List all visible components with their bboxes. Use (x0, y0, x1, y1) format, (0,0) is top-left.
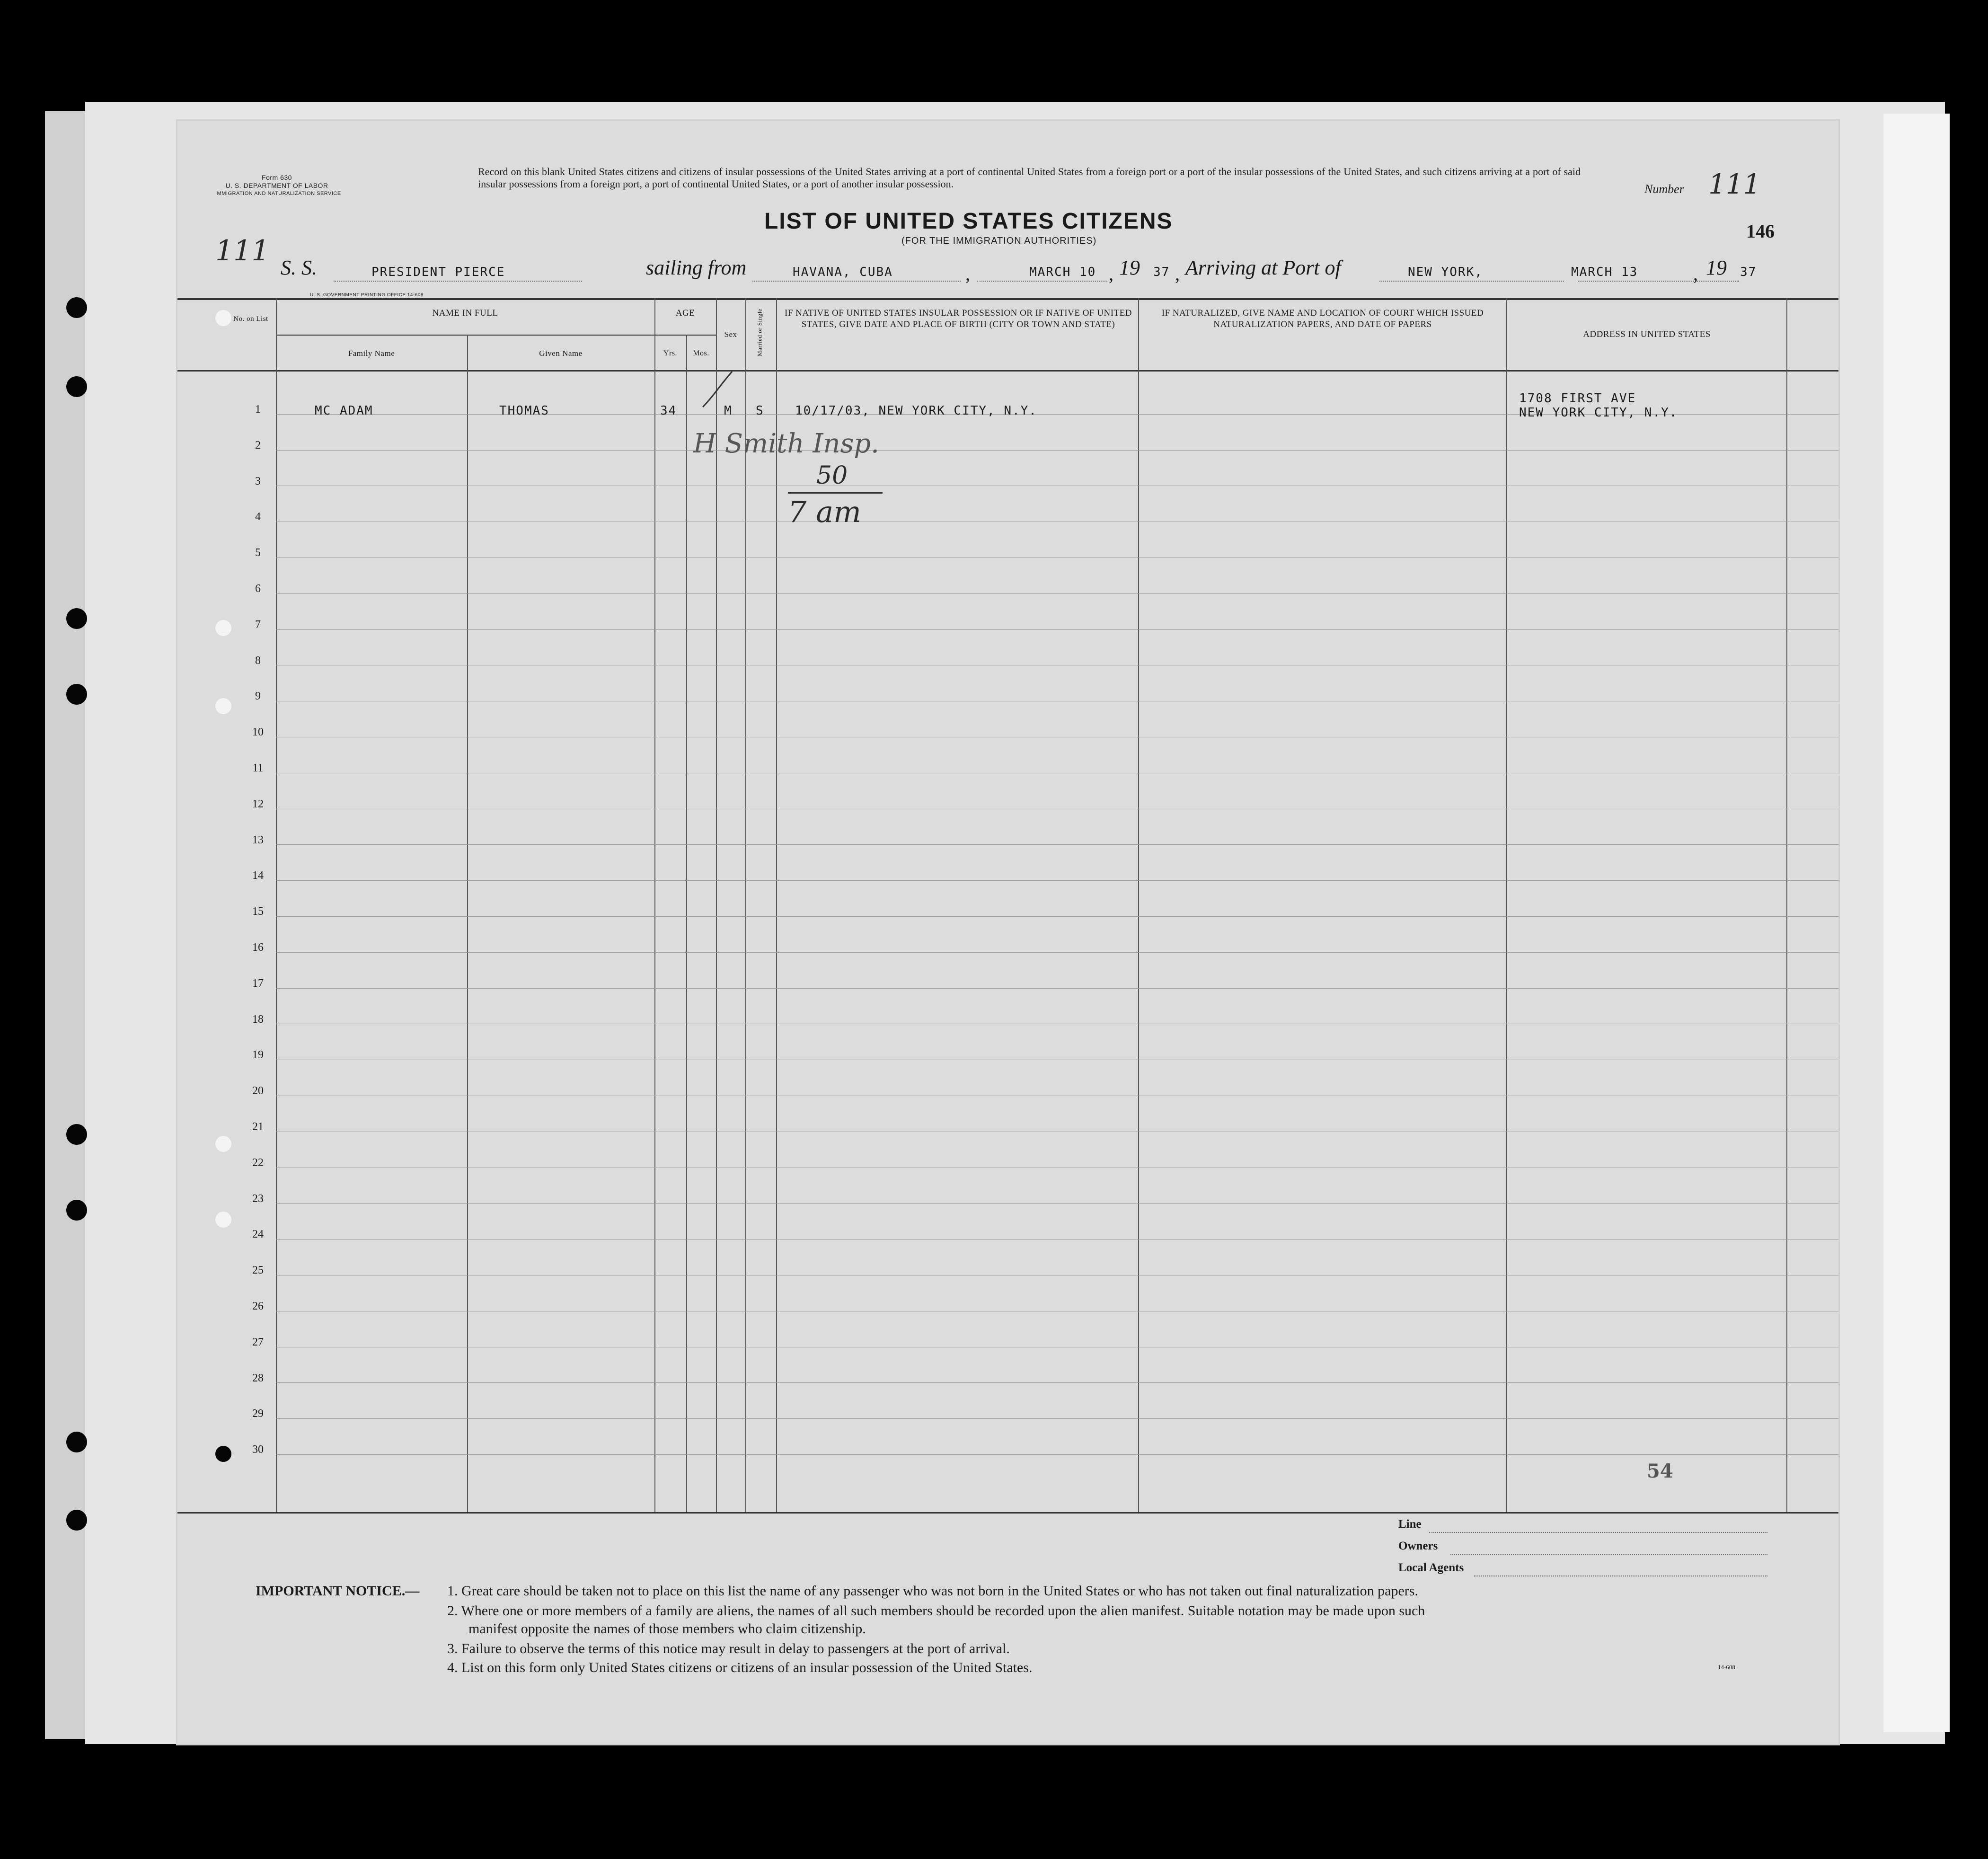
row-number: 9 (255, 690, 261, 703)
form-identifier (215, 174, 341, 198)
row-rule (276, 450, 1838, 451)
printing-note: U. S. GOVERNMENT PRINTING OFFICE 14-608 (310, 292, 424, 298)
notice-3: 3. Failure to observe the terms of this notice may result in delay to passengers at the port of arrival. (447, 1641, 1010, 1656)
row-number: 12 (252, 797, 264, 810)
from-port: HAVANA, CUBA (793, 265, 893, 279)
number-label: Number (1644, 182, 1684, 196)
row-number: 14 (252, 869, 264, 882)
row-rule (276, 916, 1838, 917)
notice-1: 1. Great care should be taken not to place on this list the name of any passenger who was not born in the United States or who has not taken out final naturalization papers. (447, 1583, 1418, 1599)
ship-name: PRESIDENT PIERCE (371, 265, 505, 279)
col-mos: Mos. (693, 349, 709, 357)
notice-2-cont: manifest opposite the names of those members who claim citizenship. (468, 1621, 866, 1637)
passenger-marital: S (756, 404, 764, 418)
local-agents-label: Local Agents (1398, 1561, 1464, 1574)
row-number: 21 (252, 1121, 264, 1133)
number-value: 111 (1708, 168, 1761, 200)
row-number: 22 (252, 1156, 264, 1169)
row-rule (276, 844, 1838, 845)
punch-hole (66, 1510, 87, 1531)
depart-year-prefix: 19 (1119, 256, 1140, 279)
inspector-signature: H Smith Insp. (693, 428, 879, 459)
arrival-port: NEW YORK, (1408, 265, 1483, 279)
row-number: 28 (252, 1372, 264, 1384)
punch-hole (66, 1432, 87, 1452)
col-family-name: Family Name (348, 349, 395, 358)
inspection-time-top: 50 (816, 461, 848, 490)
table-top-border (177, 298, 1838, 300)
col-address: ADDRESS IN UNITED STATES (1583, 329, 1711, 339)
row-number: 24 (252, 1228, 264, 1241)
col-given-name: Given Name (539, 349, 583, 358)
col-name-in-full: NAME IN FULL (432, 308, 498, 318)
ss-label: S. S. (281, 256, 317, 279)
row-number: 15 (252, 905, 264, 918)
row-rule (276, 880, 1838, 881)
row-rule (276, 1203, 1838, 1204)
punch-hole (215, 310, 231, 326)
page-subtitle: (FOR THE IMMIGRATION AUTHORITIES) (901, 236, 1097, 246)
col-age: AGE (675, 308, 695, 318)
punch-hole (215, 1136, 231, 1152)
department-name: U. S. DEPARTMENT OF LABOR (225, 182, 328, 189)
row-number: 8 (255, 654, 261, 667)
row-rule (276, 1454, 1838, 1455)
arrive-year: 37 (1740, 265, 1757, 279)
row-number: 3 (255, 475, 261, 487)
punch-hole (66, 1124, 87, 1145)
col-naturalized: IF NATURALIZED, GIVE NAME AND LOCATION OF COURT WHICH ISSUED NATURALIZATION PAPERS, AND DATE OF PAPERS (1161, 308, 1484, 329)
row-number: 26 (252, 1300, 264, 1312)
margin-note: 111 (215, 234, 270, 267)
punch-hole (215, 698, 231, 714)
punch-hole (215, 620, 231, 636)
row-rule (276, 1418, 1838, 1419)
arrive-year-prefix: 19 (1706, 256, 1727, 279)
depart-date: MARCH 10 (1029, 265, 1096, 279)
row-number: 2 (255, 439, 261, 451)
sailing-label: sailing from (646, 256, 747, 279)
row-number: 30 (252, 1443, 264, 1456)
passenger-address-line2: NEW YORK CITY, N.Y. (1519, 406, 1678, 420)
page-title: LIST OF UNITED STATES CITIZENS (764, 209, 1173, 234)
row-number: 13 (252, 833, 264, 846)
punch-hole (66, 1200, 87, 1221)
row-number: 1 (255, 403, 261, 416)
col-no-on-list: No. on List (233, 315, 268, 323)
punch-hole (66, 297, 87, 318)
row-rule (276, 629, 1838, 630)
manifest-sheet: Form 630 U. S. DEPARTMENT OF LABOR IMMIGRATION AND NATURALIZATION SERVICE Record on this blank United States citizens and citizens of insular possessions of the United States arriving at a port of continental United States from a foreign port or a port of the insular possessions of the United States, and such citizens arriving at a port of said insular possessions from a foreign port, a port of continental United States, or a port of another insular possession. Number 111 LIST OF UNITED STATES CITIZENS (FOR THE IMMIGRATION AUTHORITIES) 146 111 S. S. PRESIDENT PIERCE sailing from HAVANA, CUBA , MARCH 10 , 19 37 , Arriving at Port of NEW YORK, MARCH 13 , 19 37 U. S. GOVERNMENT PRINTING OFFICE 14-608 No. on List NAME IN FULL Family Name Given Name AGE Yrs. Mos. Sex Married or Single IF NATIVE OF UNITED STATES INSULAR POSSESSION OR IF NATIVE OF UNITED STATES, GIVE DATE AND PLACE OF BIRTH (CITY OR TOWN AND STATE) IF NATURALIZED, GIVE NAME AND LOCATION OF COURT WHICH ISSUED NATURALIZATION PAPERS, AND DATE OF PAPERS ADDRESS IN UNITED STATES 1 2 3 4 5 6 7 8 9 10 11 12 13 14 15 16 17 18 19 20 21 22 23 24 25 26 27 28 29 30 MC ADAM THOMAS 34 M S 10/17/03, NEW YORK CITY, N.Y. 1708 FIRST AVE NEW YORK CITY, N.Y. H Smith Insp. 50 7 am 54 Line Owners Local Agents IMPORTANT NOTICE.— 1. Great care should be taken not to place on this list the name of any passenger who was not born in the United States or who has not taken out final naturalization papers. 2. Where one or more members of a family are aliens, the names of all such members should be recorded upon the alien manifest. Suitable notation may be made upon such manifest opposite the names of those members who claim citizenship. 3. Failure to observe the terms of this notice may result in delay to passengers at the port of arrival. 4. List on this form only United States citizens or citizens of an insular possession of the United States. 14-608 (177, 121, 1838, 1744)
punch-hole (66, 608, 87, 629)
back-sheet-right (1883, 114, 1950, 1732)
col-sex: Sex (724, 330, 737, 339)
passenger-birth: 10/17/03, NEW YORK CITY, N.Y. (795, 404, 1037, 418)
form-number: Form 630 (262, 174, 292, 181)
service-name: IMMIGRATION AND NATURALIZATION SERVICE (215, 191, 341, 196)
notice-2: 2. Where one or more members of a family are aliens, the names of all such members should be recorded upon the alien manifest. Suitable notation may be made upon such (447, 1603, 1425, 1619)
page-number: 146 (1746, 221, 1775, 242)
col-yrs: Yrs. (663, 349, 678, 357)
inspection-time-bar (788, 492, 883, 494)
row-number: 11 (252, 762, 264, 774)
punch-hole (215, 1212, 231, 1228)
name-header-divider (276, 335, 654, 336)
passenger-family-name: MC ADAM (315, 404, 373, 418)
row-number: 20 (252, 1085, 264, 1098)
line-label: Line (1398, 1518, 1422, 1531)
table-bottom-border (177, 1512, 1838, 1514)
owners-label: Owners (1398, 1540, 1438, 1552)
row-rule (276, 988, 1838, 989)
row-number: 18 (252, 1013, 264, 1026)
age-header-divider (654, 335, 716, 336)
check-mark (698, 369, 736, 412)
arrive-date: MARCH 13 (1571, 265, 1638, 279)
row-number: 7 (255, 618, 261, 631)
row-rule (276, 593, 1838, 594)
row-number: 5 (255, 547, 261, 559)
punch-hole (215, 1446, 231, 1462)
row-number: 25 (252, 1264, 264, 1277)
col-married-single: Married or Single (756, 309, 763, 356)
notice-heading: IMPORTANT NOTICE.— (256, 1583, 420, 1599)
depart-year: 37 (1153, 265, 1170, 279)
row-number: 27 (252, 1336, 264, 1348)
passenger-age-years: 34 (660, 404, 677, 418)
row-number: 17 (252, 977, 264, 990)
passenger-given-name: THOMAS (499, 404, 549, 418)
punch-hole (66, 684, 87, 705)
row-rule (276, 1382, 1838, 1383)
header-bottom-border (177, 370, 1838, 372)
notice-4: 4. List on this form only United States citizens or citizens of an insular possession of the United States. (447, 1660, 1033, 1675)
col-birth: IF NATIVE OF UNITED STATES INSULAR POSSESSION OR IF NATIVE OF UNITED STATES, GIVE DATE AND PLACE OF BIRTH (CITY OR TOWN AND STATE) (785, 308, 1132, 329)
passenger-sex: M (724, 404, 733, 418)
arriving-label: Arriving at Port of (1185, 256, 1341, 279)
row-number: 16 (252, 941, 264, 954)
row-rule (276, 952, 1838, 953)
inspection-time-bottom: 7 am (788, 495, 861, 529)
punch-hole (66, 376, 87, 397)
row-number: 4 (255, 511, 261, 523)
passenger-address-line1: 1708 FIRST AVE (1519, 391, 1636, 406)
bottom-number: 54 (1647, 1460, 1673, 1482)
row-number: 23 (252, 1192, 264, 1205)
row-number: 29 (252, 1408, 264, 1420)
row-number: 19 (252, 1049, 264, 1062)
top-instructions: Record on this blank United States citizens and citizens of insular possessions of the United States arriving at a port of continental United States from a foreign port or a port of the insular possessions of the United States, and such citizens arriving at a port of said insular possessions from a foreign port, a port of continental United States, or a port of another insular possession. (478, 166, 1581, 190)
row-number: 6 (255, 583, 261, 595)
form-code: 14-608 (1718, 1664, 1735, 1671)
row-number: 10 (252, 726, 264, 739)
